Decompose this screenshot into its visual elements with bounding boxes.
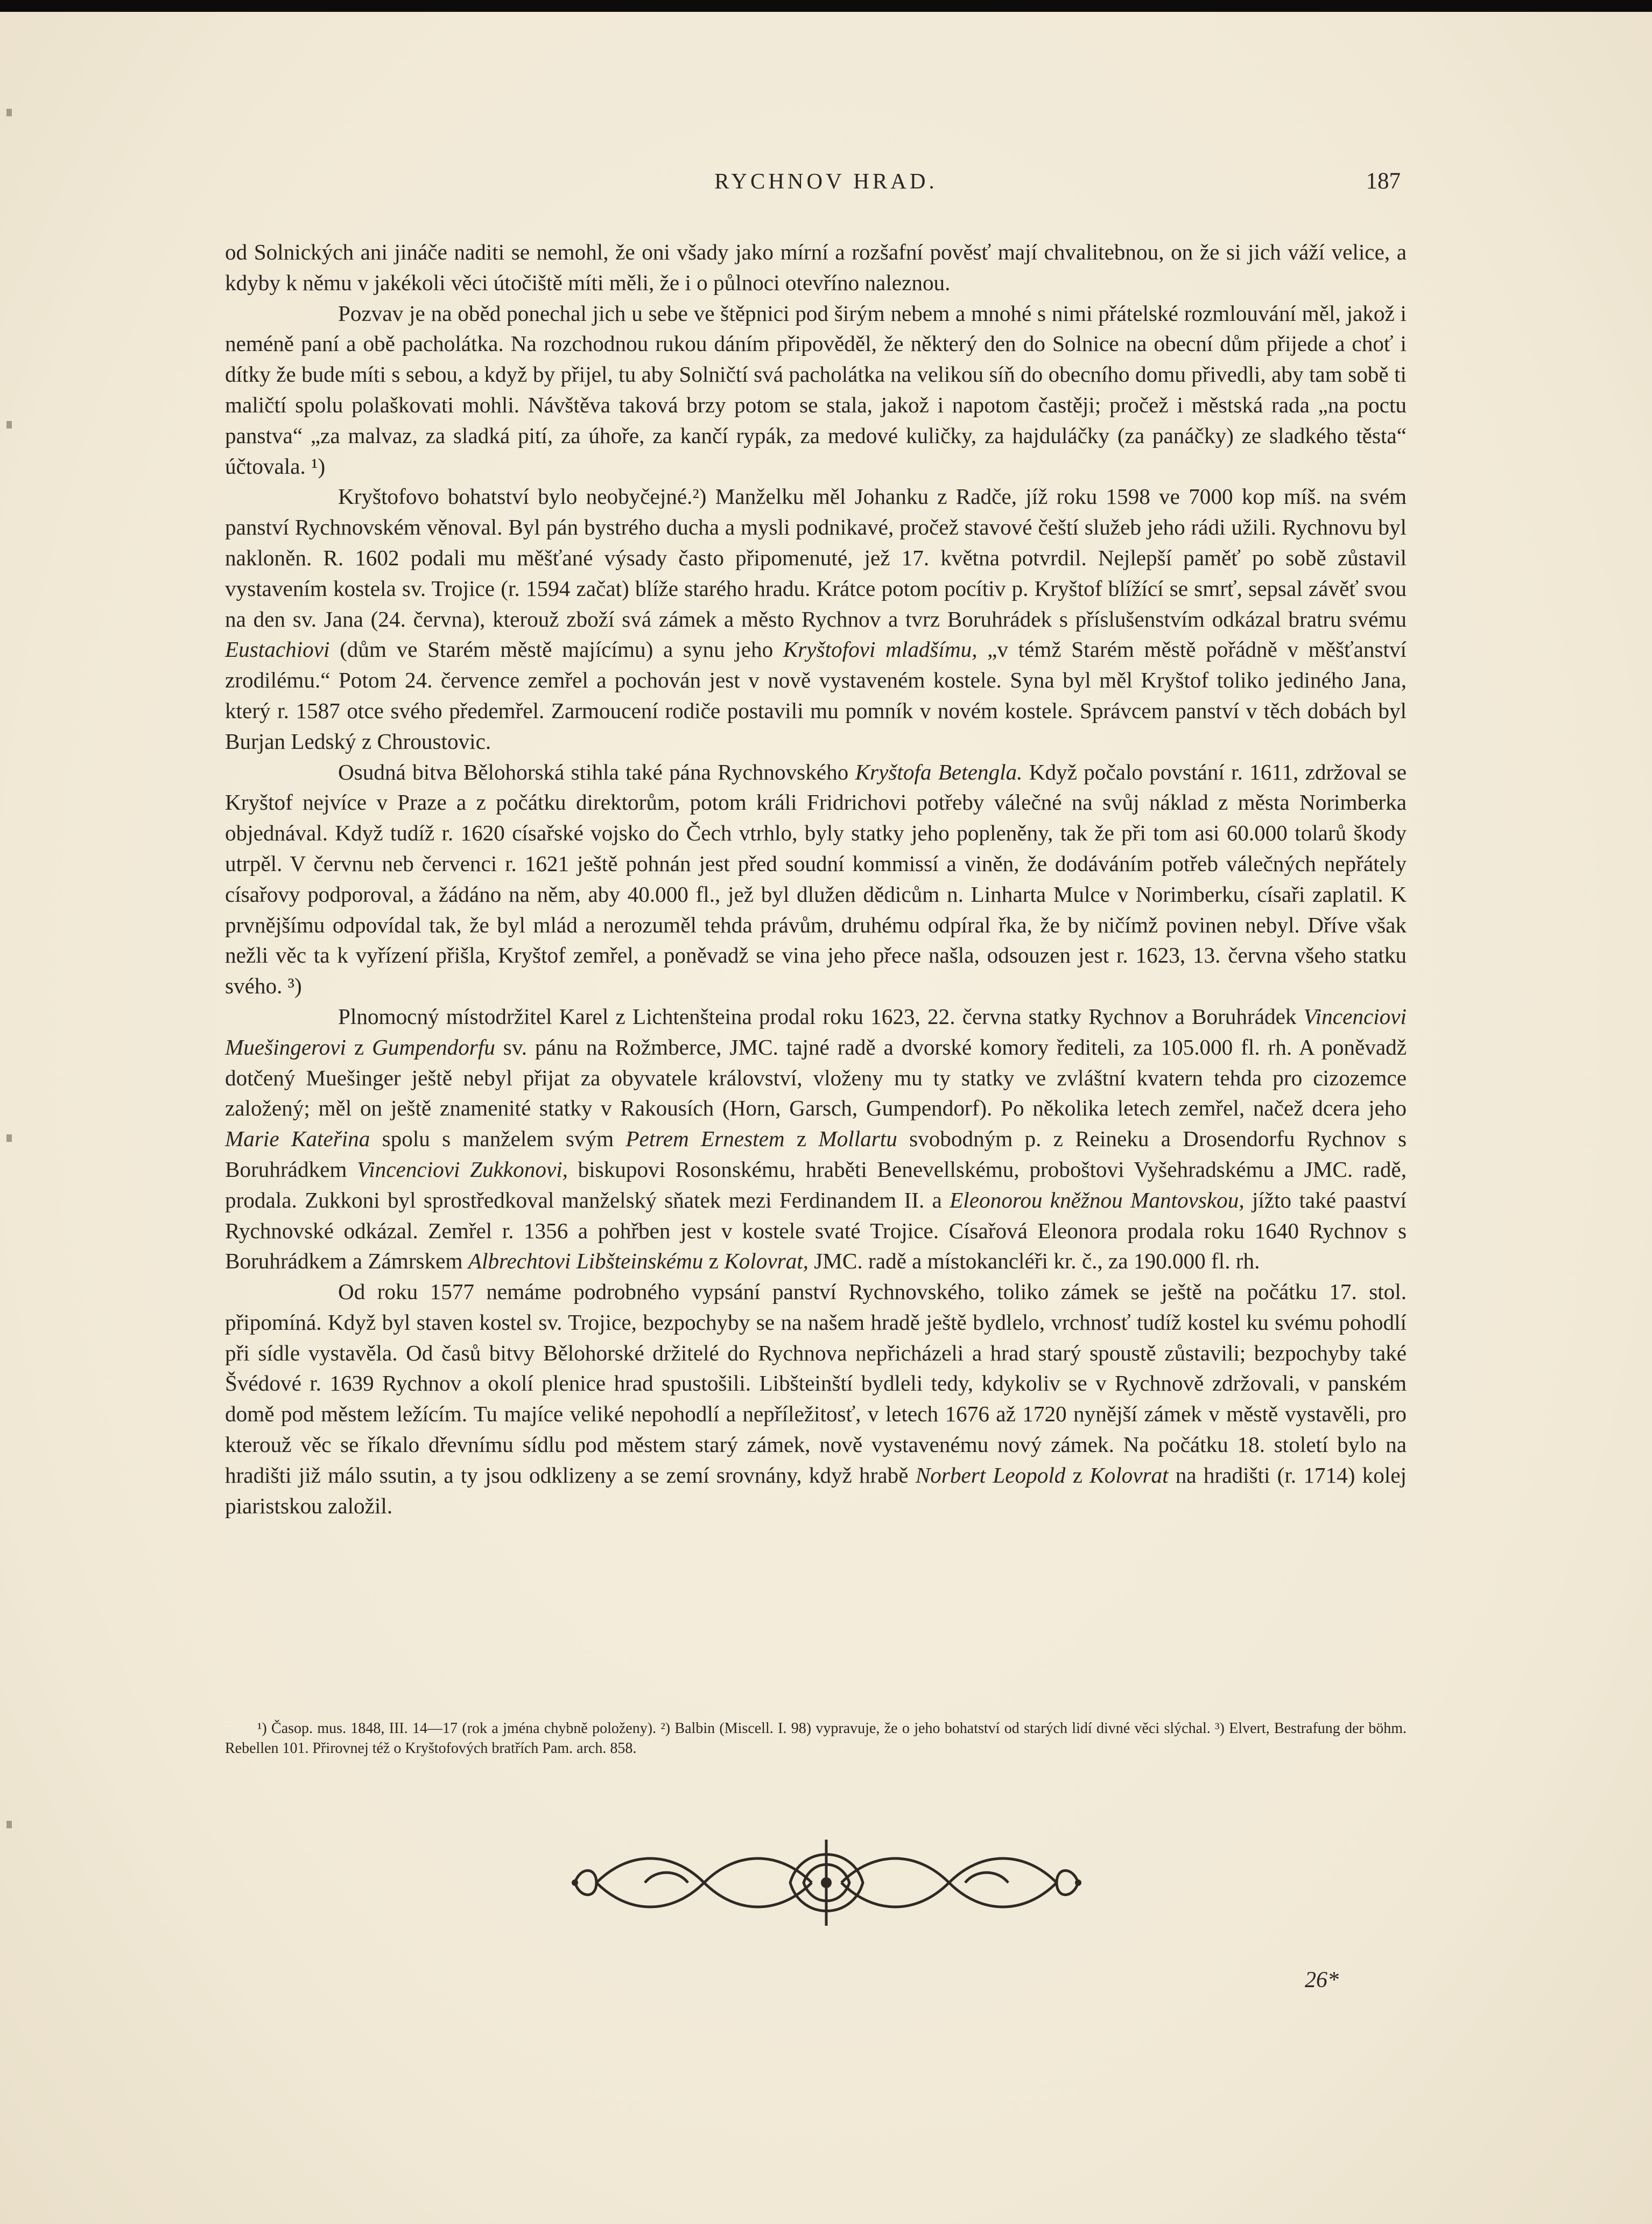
- italic-name: Eustachiovi: [225, 637, 330, 662]
- paragraph: [225, 237, 1407, 298]
- text-run: z: [703, 1248, 725, 1274]
- text-run: Pozvav je na oběd ponechal jich u sebe ve štěpnici pod širým nebem a mnohé s nimi přátelské rozmlouvání měl, jakož i neméně paní a obě pacholátka. Na rozchodnou rukou dáním připověděl, že některý den do Solnice na obecní dům přijede a choť i dítky že bude míti s sebou, a když by přijel, tu aby Solničtí svá pacholátka na velikou síň do obecního domu přivedli, aby tam sobě ti maličtí spolu polaškovati mohli. Návštěva taková brzy potom se stala, jakož i napotom častěji; pročež i městská rada „na poctu panstva“ „za malvaz, za sladká pití, za úhoře, za kančí rypák, za medové kuličky, za hajduláčky (za panáčky) ze sladkého těsta“ účtovala. ¹): [225, 300, 1407, 479]
- text-run: svobodným p. z Reineku a Drosendorfu Rychnov s Boruhrádkem: [225, 1126, 1407, 1182]
- text-run: spolu s manželem svým: [370, 1126, 626, 1152]
- paragraph: [225, 757, 1407, 1001]
- paragraph: [225, 481, 1407, 756]
- italic-name: Marie Kateřina: [225, 1126, 370, 1152]
- footnote-text: ¹) Časop. mus. 1848, III. 14—17 (rok a jména chybně položeny). ²) Balbin (Miscell. I. 98) vypravuje, že o jeho bohatství od starých lidí divné věci slýchal. ³) Elvert, Bestrafung der böhm. Rebellen 101. Přirovnej též o Kryštofových bratřích Pam. arch. 858.: [225, 1720, 1407, 1757]
- body-text: [225, 237, 1407, 1521]
- italic-name: Albrechtovi Libšteinskému: [468, 1248, 704, 1274]
- margin-speck: [6, 421, 12, 429]
- italic-name: Petrem Ernestem: [625, 1126, 785, 1152]
- ornament-tailpiece-icon: [564, 1829, 1089, 1937]
- italic-name: Norbert Leopold: [915, 1462, 1066, 1488]
- paragraph: [225, 1276, 1407, 1521]
- italic-name: Kolovrat,: [724, 1248, 809, 1274]
- text-run: biskupovi Rosonskému, hraběti Benevellskému, proboštovi Vyšehradskému a JMC. radě, prodala. Zukkoni byl sprostředkoval manželský sňatek mezi Ferdinandem II. a: [225, 1156, 1407, 1212]
- text-run: JMC. radě a místokancléři kr. č., za 190.000 fl. rh.: [808, 1248, 1260, 1274]
- italic-name: Vincenciovi Zukkonovi,: [357, 1156, 568, 1182]
- italic-name: Vincenciovi Muešingerovi: [225, 1004, 1407, 1060]
- margin-speck: [6, 109, 12, 116]
- text-run: Kryštofovo bohatství bylo neobyčejné.²) Manželku měl Johanku z Radče, jíž roku 1598 ve 7000 kop míš. na svém panství Rychnovském věnoval. Byl pán bystrého ducha a mysli podnikavé, pročež stavové čeští služeb jeho rádi užili. Rychnovu byl nakloněn. R. 1602 podali mu měšťané výsady často připomenuté, jež 17. května potvrdil. Nejlepší paměť po sobě zůstavil vystavením kostela sv. Trojice (r. 1594 začat) blíže starého hradu. Krátce potom pocítiv p. Kryštof blížící se smrť, sepsal závěť svou na den sv. Jana (24. června), kterouž zboží svá zámek a město Rychnov a tvrz Boruhrádek s příslušenstvím odkázal bratru svému: [225, 484, 1407, 632]
- margin-speck: [6, 1821, 12, 1828]
- italic-name: Kolovrat: [1089, 1462, 1169, 1488]
- page-number: 187: [1366, 169, 1401, 194]
- signature-mark: 26*: [1305, 1968, 1339, 1993]
- italic-name: Kryštofovi mladšímu,: [783, 637, 978, 662]
- italic-name: Gumpendorfu: [372, 1034, 495, 1060]
- text-run: „v témž Starém městě pořádně v měšťanství zrodilému.“ Potom 24. července zemřel a pochován jest v nově vystaveném kostele. Syna byl měl Kryštof toliko jediného Jana, který r. 1587 otce svého předemřel. Zarmoucení rodiče postavili mu pomník v novém kostele. Správcem panství v těch dobách byl Burjan Ledský z Chroustovic.: [225, 637, 1407, 754]
- text-run: na hradišti (r. 1714) kolej piaristskou založil.: [225, 1462, 1407, 1518]
- paragraph: [225, 298, 1407, 482]
- text-run: sv. pánu na Rožmberce, JMC. tajné radě a dvorské komory řediteli, za 105.000 fl. rh. A poněvadž dotčený Muešinger ještě nebyl přijat za obyvatele království, vloženy mu ty statky ve zvláštní kvatern tehda pro cizozemce založený; měl on ještě znamenité statky v Rakousích (Horn, Garsch, Gumpendorf). Po několika letech zemřel, načež dcera jeho: [225, 1034, 1407, 1121]
- italic-name: Mollartu: [818, 1126, 897, 1152]
- text-run: Když počalo povstání r. 1611, zdržoval se Kryštof nejvíce v Praze a z počátku direktorům, potom králi Fridrichovi potřeby válečné na svůj náklad z města Norimberka objednával. Když tudíž r. 1620 císařské vojsko do Čech vtrhlo, byly statky jeho popleněny, tak že při tom asi 60.000 tolarů škody utrpěl. V červnu neb červenci r. 1621 ještě pohnán jest před soudní kommissí a viněn, že dodáváním potřeb válečných nepřátely císařovy podporoval, a žádáno na něm, aby 40.000 fl., jež byl dlužen dědicům n. Linharta Mulce v Norimberku, císaři zaplatil. K prvnějšímu odpovídal tak, že byl mlád a nerozuměl tehda právům, druhému odpíral řka, že by ničímž povinen nebyl. Dříve však nežli věc ta k vyřízení přišla, Kryštof zemřel, a poněvadž se vina jeho přece našla, odsouzen jest r. 1623, 13. června všeho statku svého. ³): [225, 759, 1407, 999]
- footnotes: [225, 1718, 1407, 1758]
- margin-speck: [6, 1134, 12, 1142]
- text-run: jížto také paaství Rychnovské odkázal. Zemřel r. 1356 a pohřben jest v kostele svaté Trojice. Císařová Eleonora prodala roku 1640 Rychnov s Boruhrádkem a Zámrskem: [225, 1187, 1407, 1274]
- running-title: RYCHNOV HRAD.: [714, 169, 938, 193]
- text-run: z: [1065, 1462, 1090, 1488]
- book-page: [0, 12, 1652, 2224]
- italic-name: Kryštofa Betengla.: [855, 759, 1023, 784]
- paragraph: [225, 1001, 1407, 1276]
- text-run: Plnomocný místodržitel Karel z Lichtenšteina prodal roku 1623, 22. června statky Rychnov a Boruhrádek: [338, 1004, 1304, 1029]
- text-run: (dům ve Starém městě majícímu) a synu jeho: [329, 637, 783, 662]
- text-run: Od roku 1577 nemáme podrobného vypsání panství Rychnovského, toliko zámek se ještě na počátku 17. stol. připomíná. Když byl staven kostel sv. Trojice, bezpochyby se na našem hradě ještě bydlelo, vrchnosť tudíž kostel ku svému pohodlí při sídle vystavěla. Od časů bitvy Bělohorské držitelé do Rychnova nepřicházeli a hrad starý spoustě zůstavili; bezpochyby také Švédové r. 1639 Rychnov a okolí plenice hrad spustošili. Libšteinští bydleli tedy, kdykoliv se v Rychnově zdržovali, v panském domě pod městem ležícím. Tu majíce veliké nepohodlí a nepříležitosť, v letech 1676 až 1720 nynější zámek v městě vystavěli, pro kterouž věc se říkalo dřevnímu sídlu pod městem starý zámek, nově vystavenému nový zámek. Na počátku 18. století bylo na hradišti již málo ssutin, a ty jsou odklizeny a se zemí srovnány, když hrabě: [225, 1279, 1407, 1488]
- text-run: z: [346, 1034, 372, 1060]
- text-run: z: [784, 1126, 819, 1152]
- italic-name: Eleonorou kněžnou Mantovskou,: [950, 1187, 1245, 1212]
- text-run: Osudná bitva Bělohorská stihla také pána Rychnovského: [338, 759, 855, 784]
- text-run: od Solnických ani jináče naditi se nemohl, že oni všady jako mírní a rozšafní pověsť mají chvalitebnou, on že si jich váží velice, a kdyby k němu v jakékoli věci útočiště míti měli, že i o půlnoci otevříno naleznou.: [225, 240, 1407, 295]
